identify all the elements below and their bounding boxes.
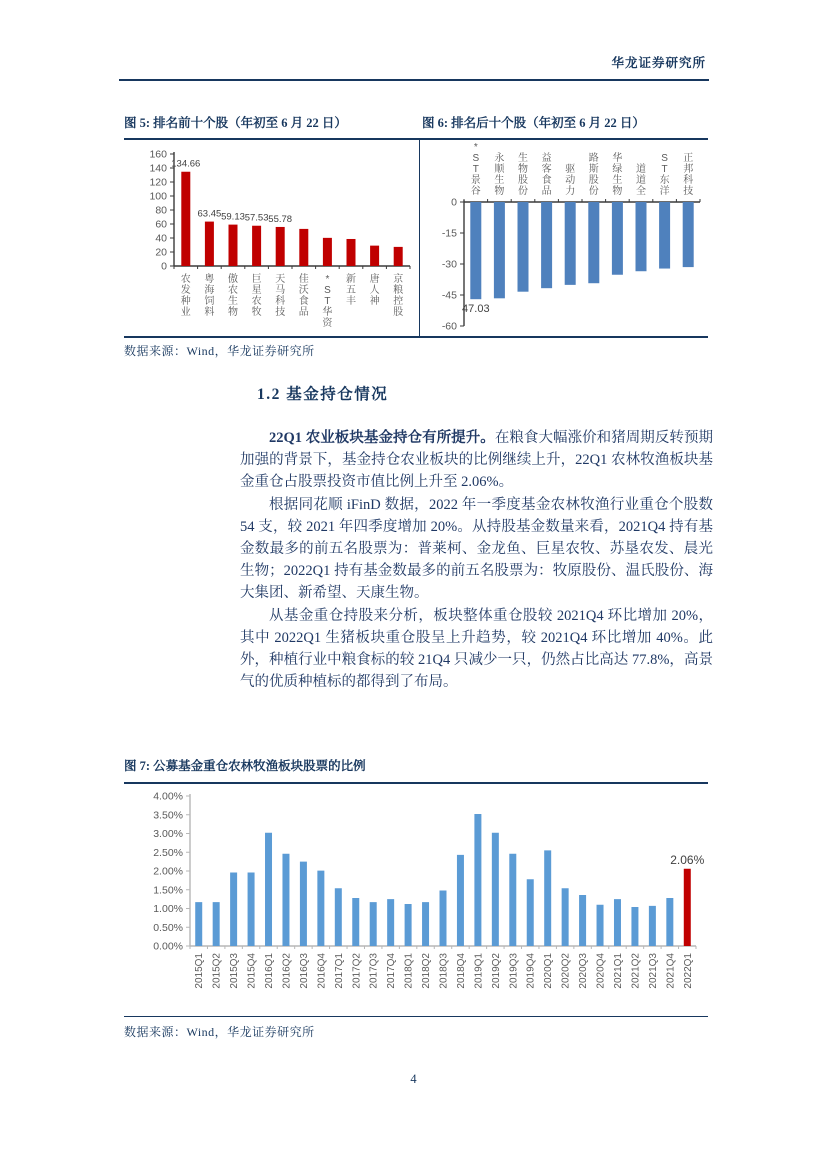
x-category-label-char: 道 bbox=[636, 175, 646, 186]
x-category-label: 2021Q3 bbox=[647, 953, 659, 989]
y-tick-label: -60 bbox=[441, 320, 457, 333]
y-tick-label: 60 bbox=[155, 218, 167, 231]
x-category-label-char: 品 bbox=[541, 186, 552, 197]
bar bbox=[276, 227, 285, 266]
x-category-label-char: S bbox=[472, 153, 480, 164]
x-category-label-char: 神 bbox=[369, 296, 380, 307]
bar bbox=[440, 891, 447, 947]
figure-charts-row bbox=[124, 138, 708, 338]
x-category-label-char: 饲 bbox=[204, 296, 215, 307]
y-tick-label: 2.00% bbox=[153, 865, 183, 878]
x-category-label-char: 股 bbox=[393, 307, 404, 318]
institute-name: 华龙证券研究所 bbox=[611, 56, 706, 70]
y-tick-label: 1.50% bbox=[153, 884, 183, 897]
figure5-chart bbox=[124, 140, 418, 334]
bar bbox=[636, 202, 647, 271]
x-category-label-char: 股 bbox=[518, 175, 528, 186]
bar bbox=[544, 850, 551, 946]
x-category-label-char: 新 bbox=[346, 274, 356, 285]
figure7-block bbox=[124, 756, 708, 1017]
data-label: 47.03 bbox=[462, 303, 490, 316]
bar bbox=[457, 855, 464, 946]
bar bbox=[248, 873, 255, 947]
bar bbox=[684, 869, 691, 946]
data-label: 55.78 bbox=[268, 213, 293, 225]
bar bbox=[494, 202, 505, 298]
bar bbox=[541, 202, 552, 288]
x-category-label-char: 业 bbox=[180, 307, 191, 318]
body-text bbox=[240, 428, 713, 696]
x-category-label-char: 华 bbox=[612, 153, 623, 164]
bar bbox=[518, 202, 529, 292]
data-label: 59.13 bbox=[221, 211, 245, 223]
figure5-title: 图 5: 排名前十个股（年初至 6 月 22 日） bbox=[124, 116, 347, 130]
y-tick-label: 160 bbox=[149, 148, 167, 161]
y-tick-label: 120 bbox=[149, 176, 167, 189]
x-category-label: 2021Q4 bbox=[665, 953, 677, 989]
x-category-label: 2016Q3 bbox=[298, 953, 310, 989]
bar bbox=[509, 854, 516, 946]
x-category-label-char: 份 bbox=[518, 186, 528, 197]
bar bbox=[597, 905, 604, 946]
figure-titles-row bbox=[124, 113, 708, 138]
bar bbox=[352, 898, 359, 946]
bar bbox=[195, 902, 202, 946]
bar bbox=[347, 239, 356, 266]
bar bbox=[300, 862, 307, 946]
x-category-label-char: 农 bbox=[180, 274, 191, 285]
figure6-cell bbox=[420, 140, 708, 336]
x-category-label-char: 华 bbox=[322, 307, 333, 318]
x-category-label-char: 正 bbox=[683, 153, 694, 164]
x-category-label-char: 星 bbox=[251, 285, 262, 296]
x-category-label-char: 沃 bbox=[298, 285, 309, 296]
x-category-label: 2016Q4 bbox=[316, 953, 328, 989]
bar bbox=[181, 172, 190, 266]
figure5-cell bbox=[124, 140, 420, 336]
bar bbox=[579, 895, 586, 946]
bar bbox=[649, 906, 656, 946]
x-category-label-char: 粮 bbox=[393, 285, 404, 296]
bar bbox=[422, 902, 429, 946]
x-category-label-char: 科 bbox=[683, 175, 694, 186]
figure7-chart bbox=[124, 786, 706, 1014]
x-category-label: 2015Q3 bbox=[229, 953, 241, 989]
paragraph-2: 根据同花顺 iFinD 数据，2022 年一季度基金农林牧渔行业重仓个股数 54 支，较 2021 年四季度增加 20%。从持股基金数量来看，2021Q4 持有基金数最多的前五名股票为：普莱柯、金龙鱼、巨星农牧、苏垦农发、晨光生物；2022Q1 持有基金数最多的前五名股票为：牧原股份、温氏股份、海大集团、新希望、天康生物。 bbox=[240, 497, 713, 601]
x-category-label-char: 物 bbox=[612, 186, 623, 197]
x-category-label-char: 益 bbox=[541, 153, 552, 164]
x-category-label-char: 食 bbox=[298, 296, 309, 307]
figure6-title: 图 6: 排名后十个股（年初至 6 月 22 日） bbox=[422, 116, 645, 130]
figure7-title: 图 7: 公募基金重仓农林牧渔板块股票的比例 bbox=[124, 759, 366, 773]
x-category-label-char: 科 bbox=[275, 296, 286, 307]
figure7-chart-frame bbox=[124, 782, 708, 1017]
bar bbox=[229, 225, 238, 266]
x-category-label-char: 农 bbox=[251, 296, 262, 307]
x-category-label-char: 份 bbox=[588, 186, 599, 197]
x-category-label-char: T bbox=[472, 164, 479, 175]
x-category-label: 2015Q1 bbox=[194, 953, 206, 989]
y-tick-label: 1.00% bbox=[153, 903, 183, 915]
bar bbox=[335, 888, 342, 946]
bar bbox=[205, 222, 214, 266]
x-category-label-char: T bbox=[661, 164, 668, 175]
x-category-label-char: 品 bbox=[298, 307, 309, 318]
x-category-label: 2019Q1 bbox=[473, 953, 485, 989]
bar bbox=[474, 814, 481, 946]
y-tick-label: -45 bbox=[441, 289, 457, 302]
bar bbox=[405, 904, 412, 946]
bar bbox=[666, 898, 673, 946]
x-category-label-char: 巨 bbox=[251, 274, 262, 285]
x-category-label-char: 唐 bbox=[369, 274, 380, 285]
x-category-label-char: * bbox=[325, 274, 330, 285]
y-tick-label: 3.00% bbox=[153, 828, 183, 840]
figure-5-6-block bbox=[124, 113, 708, 338]
paragraph-1-lead: 22Q1 农业板块基金持仓有所提升。 bbox=[269, 430, 495, 446]
bar bbox=[265, 833, 272, 946]
bar bbox=[317, 871, 324, 946]
x-category-label-char: 永 bbox=[494, 153, 505, 164]
y-tick-label: 0.00% bbox=[153, 940, 183, 953]
x-category-label-char: T bbox=[324, 296, 331, 307]
y-tick-label: 100 bbox=[149, 190, 167, 203]
data-source-figure-5-6: 数据来源：Wind，华龙证券研究所 bbox=[124, 344, 315, 358]
x-category-label-char: 技 bbox=[275, 307, 286, 318]
x-category-label-char: 丰 bbox=[346, 296, 356, 307]
y-tick-label: 0 bbox=[451, 196, 457, 209]
bar bbox=[370, 246, 379, 266]
bar bbox=[527, 879, 534, 946]
x-category-label-char: 顺 bbox=[494, 164, 505, 175]
page-number: 4 bbox=[410, 1072, 417, 1086]
paragraph-1 bbox=[240, 428, 713, 493]
x-category-label-char: 全 bbox=[636, 186, 646, 197]
x-category-label-char: 谷 bbox=[470, 186, 481, 197]
x-category-label-char: 客 bbox=[541, 164, 552, 175]
y-tick-label: 3.50% bbox=[153, 809, 183, 822]
x-category-label-char: 食 bbox=[541, 175, 552, 186]
data-label: 2.06% bbox=[670, 852, 705, 867]
x-category-label-char: 人 bbox=[369, 285, 380, 296]
x-category-label: 2020Q1 bbox=[543, 953, 555, 989]
x-category-label: 2015Q2 bbox=[211, 953, 223, 989]
y-tick-label: 0.50% bbox=[153, 921, 183, 934]
x-category-label-char: 动 bbox=[565, 175, 576, 186]
x-category-label: 2022Q1 bbox=[682, 953, 694, 989]
x-category-label-char: 力 bbox=[565, 186, 576, 197]
bar bbox=[588, 202, 599, 283]
bar bbox=[683, 202, 694, 267]
x-category-label-char: 佳 bbox=[298, 274, 309, 285]
bar bbox=[299, 229, 308, 266]
x-category-label-char: 驱 bbox=[565, 164, 576, 175]
header-rule bbox=[119, 79, 709, 81]
x-category-label-char: 粤 bbox=[204, 274, 215, 285]
figure6-chart bbox=[420, 140, 707, 334]
x-category-label-char: 海 bbox=[204, 285, 215, 296]
x-category-label-char: 生 bbox=[518, 153, 528, 164]
x-category-label: 2017Q4 bbox=[386, 953, 398, 989]
x-category-label-char: 景 bbox=[470, 175, 481, 186]
x-category-label-char: 邦 bbox=[683, 164, 694, 175]
x-category-label-char: 发 bbox=[180, 285, 191, 296]
x-category-label-char: 资 bbox=[322, 318, 333, 329]
section-heading: 1.2 基金持仓情况 bbox=[257, 386, 389, 403]
x-category-label: 2015Q4 bbox=[246, 953, 258, 989]
x-category-label-char: 五 bbox=[346, 285, 356, 296]
x-category-label: 2021Q2 bbox=[630, 953, 642, 989]
x-category-label-char: 种 bbox=[180, 296, 191, 307]
x-category-label-char: 生 bbox=[494, 175, 505, 186]
bar bbox=[631, 907, 638, 946]
x-category-label-char: 东 bbox=[659, 175, 670, 186]
x-category-label-char: 农 bbox=[228, 285, 238, 296]
x-category-label-char: 股 bbox=[588, 175, 599, 186]
bar bbox=[394, 247, 403, 266]
bar bbox=[370, 902, 377, 946]
y-tick-label: 4.00% bbox=[153, 790, 183, 803]
x-category-label-char: 京 bbox=[393, 274, 404, 285]
x-category-label: 2021Q1 bbox=[612, 953, 624, 989]
x-category-label: 2016Q2 bbox=[281, 953, 293, 989]
x-category-label-char: 控 bbox=[393, 296, 404, 307]
y-tick-label: 40 bbox=[155, 232, 167, 245]
bar bbox=[659, 202, 670, 269]
x-category-label-char: 路 bbox=[588, 153, 599, 164]
x-category-label-char: 生 bbox=[612, 175, 623, 186]
x-category-label: 2019Q2 bbox=[490, 953, 502, 989]
x-category-label-char: S bbox=[661, 153, 668, 164]
bar bbox=[252, 226, 261, 266]
x-category-label-char: 斯 bbox=[588, 164, 599, 175]
bar bbox=[562, 888, 569, 946]
x-category-label-char: 物 bbox=[494, 186, 505, 197]
bar bbox=[387, 899, 394, 946]
x-category-label-char: 傲 bbox=[228, 274, 238, 285]
paragraph-1-rest: 在粮食大幅涨价和猪周期反转预期加强的背景下，基金持仓农业板块的比例继续上升，22Q1 农林牧渔板块基金重仓占股票投资市值比例上升至 2.06%。 bbox=[240, 430, 713, 490]
bar bbox=[492, 833, 499, 946]
x-category-label-char: 料 bbox=[204, 307, 215, 318]
y-tick-label: 0 bbox=[161, 260, 167, 273]
x-category-label: 2018Q2 bbox=[421, 953, 433, 989]
x-category-label-char: S bbox=[324, 285, 331, 296]
x-category-label-char: 道 bbox=[636, 164, 646, 175]
bar bbox=[323, 238, 332, 266]
x-category-label: 2018Q4 bbox=[455, 953, 467, 989]
x-category-label: 2017Q3 bbox=[368, 953, 380, 989]
bar bbox=[230, 873, 237, 947]
bar bbox=[612, 202, 623, 275]
x-category-label: 2020Q4 bbox=[595, 953, 607, 989]
x-category-label-char: 物 bbox=[228, 307, 238, 318]
data-label: 134.66 bbox=[171, 158, 201, 170]
x-category-label: 2019Q3 bbox=[508, 953, 520, 989]
bar bbox=[614, 899, 621, 946]
x-category-label-char: 洋 bbox=[659, 186, 670, 197]
y-tick-label: 20 bbox=[155, 246, 167, 259]
x-category-label-char: 牧 bbox=[251, 307, 262, 318]
x-category-label: 2018Q3 bbox=[438, 953, 450, 989]
y-tick-label: -15 bbox=[441, 227, 457, 240]
x-category-label-char: 技 bbox=[683, 186, 694, 197]
bar bbox=[470, 202, 481, 299]
x-category-label: 2020Q3 bbox=[578, 953, 590, 989]
data-label: 63.45 bbox=[197, 208, 222, 220]
x-category-label: 2019Q4 bbox=[525, 953, 537, 989]
y-tick-label: -30 bbox=[441, 258, 457, 271]
bar bbox=[565, 202, 576, 285]
x-category-label-char: * bbox=[473, 142, 478, 153]
bar bbox=[213, 902, 220, 946]
y-tick-label: 140 bbox=[149, 162, 167, 175]
x-category-label: 2016Q1 bbox=[264, 953, 276, 989]
x-category-label: 2017Q1 bbox=[333, 953, 345, 989]
x-category-label-char: 天 bbox=[275, 274, 286, 285]
bar bbox=[282, 854, 289, 946]
x-category-label: 2020Q2 bbox=[560, 953, 572, 989]
paragraph-3: 从基金重仓持股来分析，板块整体重仓股较 2021Q4 环比增加 20%，其中 2022Q1 生猪板块重仓股呈上升趋势，较 2021Q4 环比增加 40%。此外，种植行业中粮食标的较 21Q4 只减少一只，仍然占比高达 77.8%，高景气的优质种植标的都得到了布局。 bbox=[240, 608, 713, 690]
x-category-label: 2017Q2 bbox=[351, 953, 363, 989]
x-category-label-char: 马 bbox=[275, 285, 286, 296]
y-tick-label: 2.50% bbox=[153, 846, 183, 859]
x-category-label: 2018Q1 bbox=[403, 953, 415, 989]
data-label: 57.53 bbox=[244, 212, 269, 224]
x-category-label-char: 生 bbox=[228, 296, 238, 307]
x-category-label-char: 物 bbox=[518, 164, 528, 175]
y-tick-label: 80 bbox=[155, 204, 167, 217]
x-category-label-char: 绿 bbox=[612, 164, 623, 175]
data-source-figure-7: 数据来源：Wind，华龙证券研究所 bbox=[124, 1025, 315, 1039]
